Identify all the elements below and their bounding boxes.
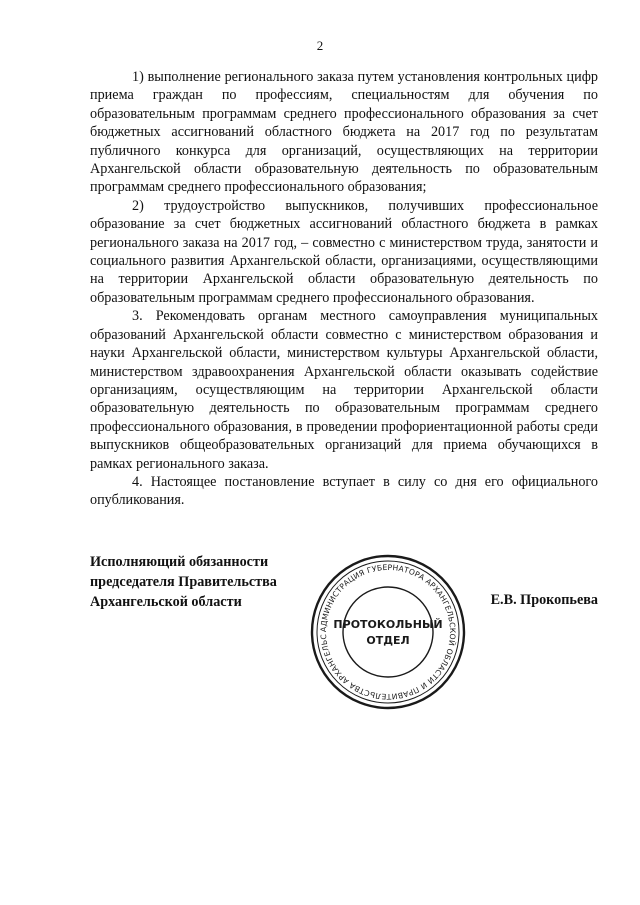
position-line-1: Исполняющий обязанности bbox=[90, 554, 269, 570]
document-body bbox=[90, 68, 598, 510]
seal-ring-text: АДМИНИСТРАЦИЯ ГУБЕРНАТОРА АРХАНГЕЛЬСКОЙ ОБЛАСТИ И ПРАВИТЕЛЬСТВА АРХАНГЕЛЬС bbox=[318, 562, 458, 702]
paragraph-4: 4. Настоящее постановление вступает в силу со дня его официального опубликования. bbox=[90, 473, 598, 509]
seal-inner-ring bbox=[317, 561, 459, 703]
paragraph-2: 2) трудоустройство выпускников, получивших профессиональное образование за счет бюджетных ассигнований областного бюджета в рамках регионального заказа на 2017 год, – совместно с министерством труда, занятости и социального развития Архангельской области, организациями, осуществляющими на территории Архангельской области образовательную деятельность по образовательным программам среднего профессионального образования. bbox=[90, 197, 598, 306]
seal-outer-ring bbox=[312, 556, 464, 708]
signatory-position bbox=[90, 552, 277, 612]
seal-center-line-2: ОТДЕЛ bbox=[366, 634, 410, 647]
seal-center-line-1: ПРОТОКОЛЬНЫЙ bbox=[333, 618, 443, 631]
position-line-3: Архангельской области bbox=[90, 594, 242, 610]
seal-graphic bbox=[308, 552, 468, 712]
position-line-2: председателя Правительства bbox=[90, 574, 277, 590]
paragraph-3: 3. Рекомендовать органам местного самоуправления муниципальных образований Архангельской области совместно с министерством образования и науки Архангельской области, министерством культуры Архангельской области, министерством здравоохранения Архангельской области оказывать содействие организациям, осуществляющим на территории Архангельской области образовательную деятельность по образовательным программам среднего профессионального образования, в проведении профориентационной работы среди выпускников общеобразовательных организаций для приема обучающихся в рамках регионального заказа. bbox=[90, 308, 598, 472]
paragraph-1: 1) выполнение регионального заказа путем установления контрольных цифр приема граждан по профессиям, специальностям для обучения по образовательным программам среднего профессионального образования за счет бюджетных ассигнований областного бюджета на 2017 год по результатам публичного конкурса для организаций, осуществляющих на территории Архангельской области образовательную деятельность по образовательным программам среднего профессионального образования; bbox=[90, 69, 598, 196]
signatory-name: Е.В. Прокопьева bbox=[490, 592, 598, 608]
page-number: 2 bbox=[316, 38, 324, 53]
seal-center-ring bbox=[343, 587, 433, 677]
official-seal-stamp bbox=[308, 552, 468, 712]
